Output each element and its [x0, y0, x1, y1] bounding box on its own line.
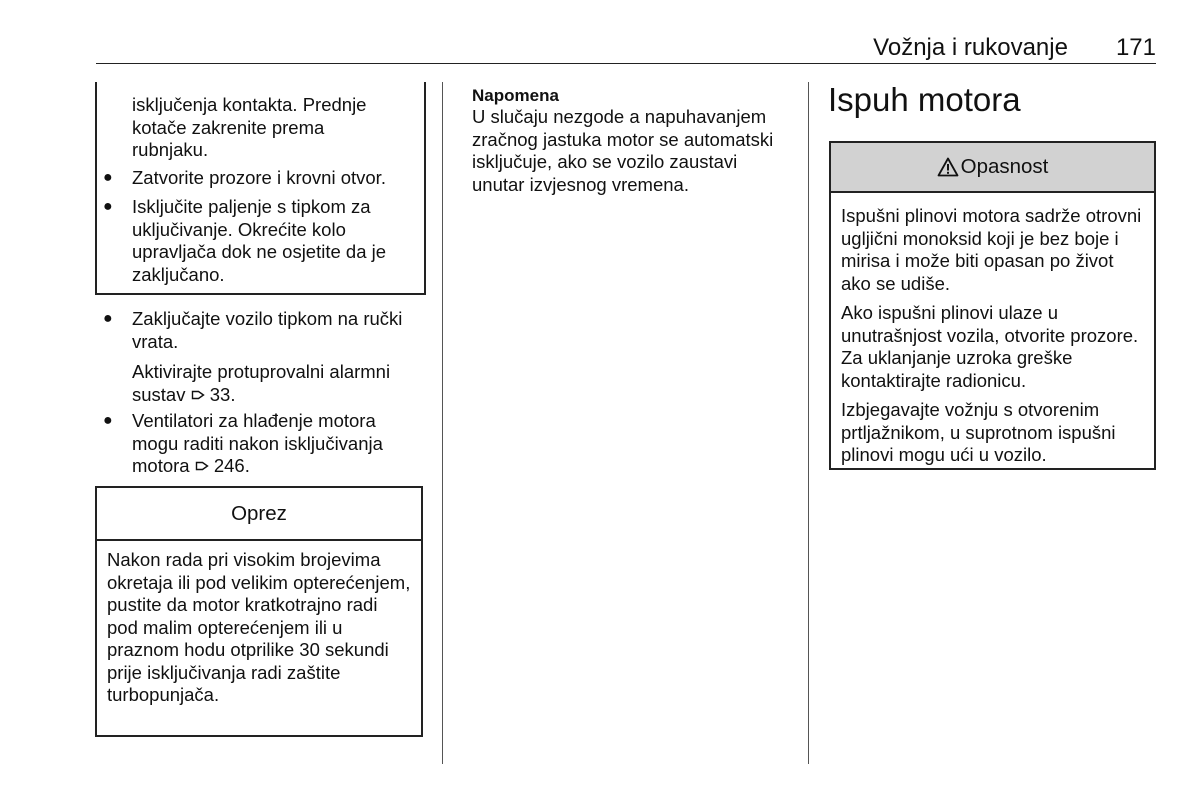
warning-triangle-icon: [937, 157, 959, 177]
page-reference-arrow-icon: [191, 388, 205, 402]
lock-vehicle-bullet: Zaključajte vozilo tipkom na ručki vrata. Aktivirajte protuprovalni alarmni sustav 33.: [132, 308, 424, 406]
page-reference-arrow-icon: [195, 459, 209, 473]
note-body: U slučaju nezgode a napuhavanjem zračnog jastuka motor se automatski isključuje, ako se vozilo zaustavi unutar izvjesnog vremena.: [472, 106, 774, 195]
caution-header: [97, 488, 421, 541]
caution-title: Oprez: [231, 501, 287, 525]
page-header: [873, 34, 1156, 62]
page-reference-246: 246.: [213, 455, 250, 476]
bullet-dot-icon: ●: [103, 198, 113, 215]
header-rule: [96, 63, 1156, 64]
caution-body: Nakon rada pri visokim brojevima okretaja ili pod velikim opterećenjem, pustite da motor kratkotrajno radi pod malim opterećenjem ili u praznom hodu otprilike 30 sekundi prije isključivanja radi zaštite turbopunjača.: [107, 549, 411, 705]
frame-bullet-1: Zatvorite prozore i krovni otvor.: [132, 167, 386, 188]
header-title: Vožnja i rukovanje: [873, 34, 1068, 61]
column-divider-1: [442, 82, 443, 764]
danger-paragraph-2: Ako ispušni plinovi ulaze u unutrašnjost vozila, otvorite prozore. Za uklanjanje uzroka greške kontaktirajte radionicu.: [841, 302, 1139, 391]
danger-paragraph-1: Ispušni plinovi motora sadrže otrovni ugljični monoksid koji je bez boje i mirisa i može biti opasan po život ako se udiše.: [841, 205, 1142, 294]
note-title: Napomena: [472, 86, 559, 105]
danger-header: [831, 143, 1154, 193]
bullet-dot-icon: ●: [103, 310, 113, 327]
danger-body: [831, 193, 1154, 467]
danger-paragraph-3: Izbjegavajte vožnju s otvorenim prtljažnikom, u suprotnom ispušni plinovi mogu ući u vozilo.: [841, 399, 1116, 465]
alarm-instruction: Aktivirajte protuprovalni alarmni sustav 33.: [132, 361, 391, 405]
frame-bullet-2: Isključite paljenje s tipkom za uključivanje. Okrećite kolo upravljača dok ne osjetite da je zaključano.: [132, 196, 387, 285]
page-number: 171: [1115, 34, 1156, 61]
page-reference-33: 33.: [209, 383, 236, 405]
danger-title: Opasnost: [960, 155, 1049, 178]
frame-continuation-text: isključenja kontakta. Prednje kotače zakrenite prema rubnjaku.: [132, 94, 367, 160]
danger-box: [829, 141, 1156, 470]
section-title: Ispuh motora: [828, 81, 1021, 118]
bullet-dot-icon: ●: [103, 169, 113, 186]
fans-bullet: Ventilatori za hlađenje motora mogu raditi nakon isključivanja motora 246.: [132, 410, 383, 476]
column-divider-2: [808, 82, 809, 764]
note-block: [472, 86, 792, 196]
bullet-dot-icon: ●: [103, 412, 113, 429]
caution-box: [95, 486, 423, 737]
